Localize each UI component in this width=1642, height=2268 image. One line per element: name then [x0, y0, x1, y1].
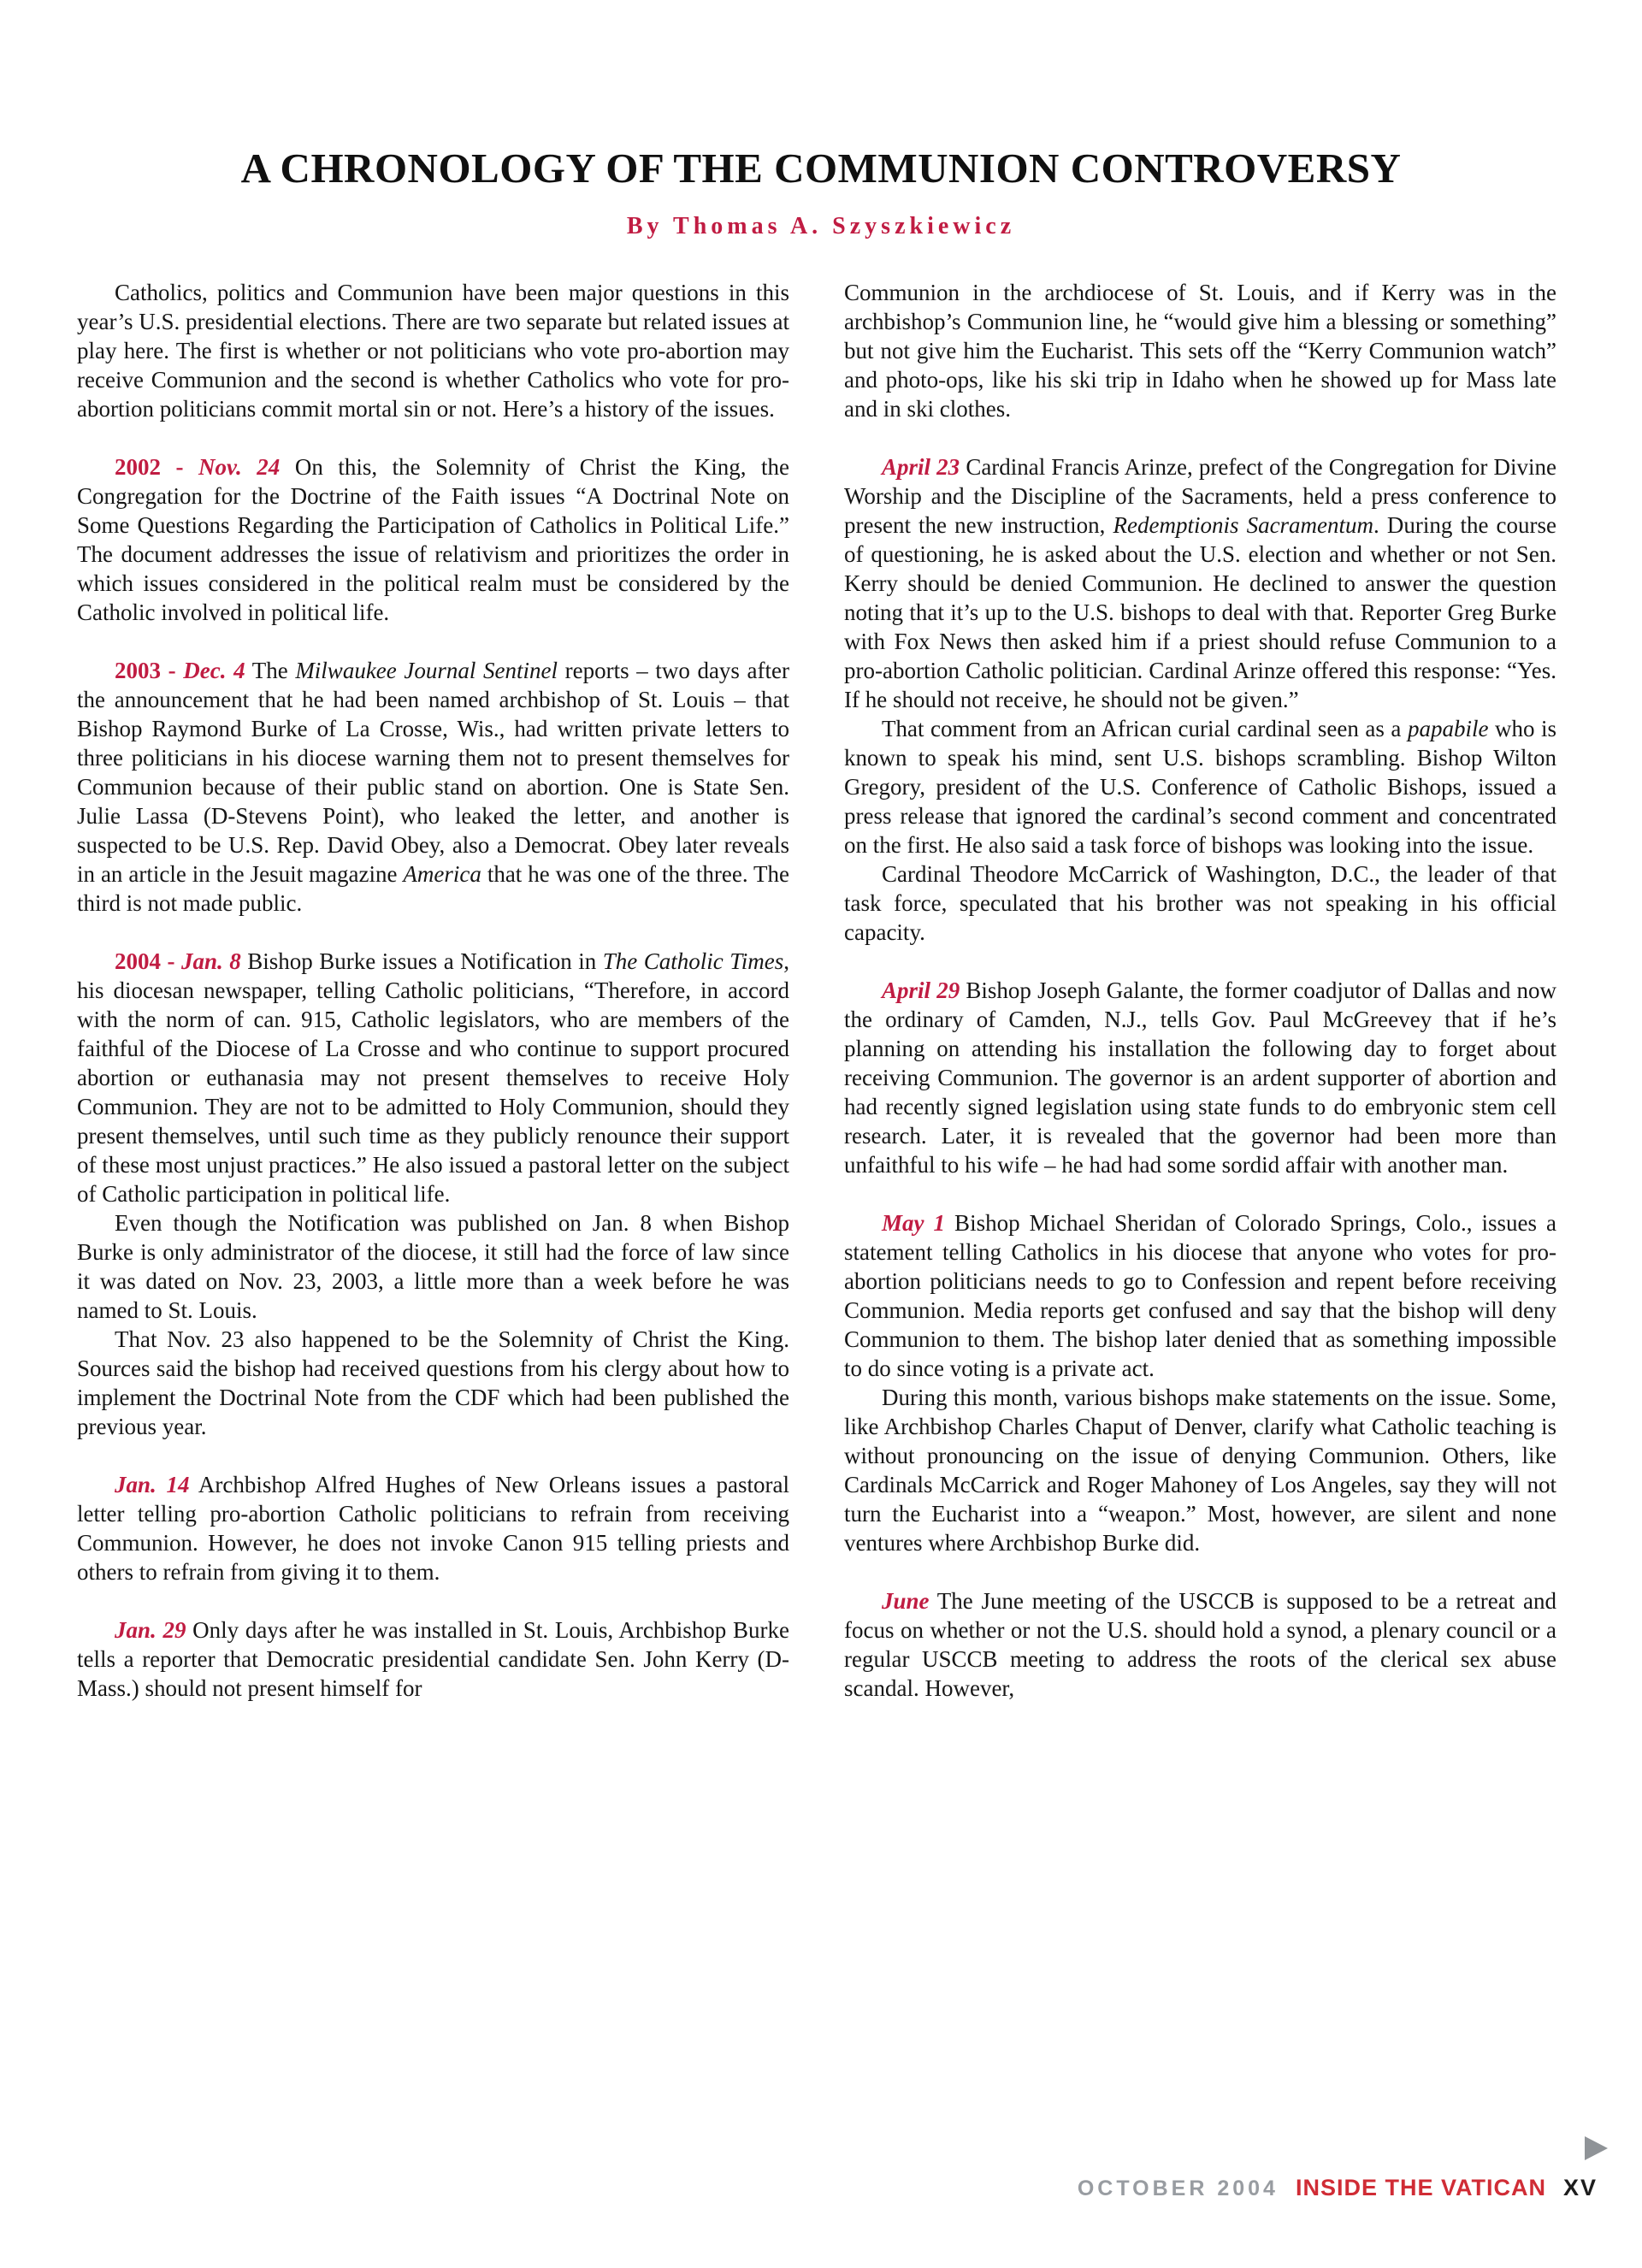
article-body: [77, 278, 1556, 1703]
article-title: A CHRONOLOGY OF THE COMMUNION CONTROVERSY: [240, 145, 1402, 192]
text-run: The: [245, 658, 296, 683]
date-marker: Jan. 14: [115, 1472, 190, 1497]
paragraph: [844, 278, 1556, 423]
date-marker: 2002 -: [115, 454, 199, 480]
paragraph: [77, 1208, 789, 1325]
paragraph: [77, 656, 789, 918]
text-run: Communion in the archdiocese of St. Louis, and if Kerry was in the archbishop’s Communion line, he “would give him a blessing or something” but not give him the Eucharist. This sets off the “Kerry Communion watch” and photo-ops, like his ski trip in Idaho when he showed up for Mass late and in ski clothes.: [844, 280, 1556, 422]
paragraph: [77, 1470, 789, 1586]
italic-text: Redemptionis Sacramentum: [1113, 512, 1374, 538]
right-column: [844, 278, 1556, 1703]
paragraph: [844, 859, 1556, 947]
text-run: That comment from an African curial cardinal seen as a: [882, 716, 1408, 741]
paragraph: [844, 1586, 1556, 1703]
footer-issue-date: OCTOBER 2004: [1077, 2176, 1279, 2200]
text-run: Cardinal Francis Arinze, prefect of the Congregation for Divine Worship and the Discipline of the Sacraments, held a press conference to present the new instruction,: [844, 454, 1556, 538]
page-footer: [1078, 2175, 1598, 2201]
text-run: Cardinal Theodore McCarrick of Washington, D.C., the leader of that task force, speculated that his brother was not speaking in his official capacity.: [844, 861, 1556, 945]
paragraph: [77, 947, 789, 1208]
date-marker: April 29: [882, 977, 960, 1003]
date-marker: 2003 -: [115, 658, 184, 683]
text-run: Bishop Michael Sheridan of Colorado Springs, Colo., issues a statement telling Catholics in his diocese that anyone who votes for pro-abortion politicians needs to go to Confession and repent before receiving Communion. Media reports get confused and say that the bishop will deny Communion to them. The bishop later denied that as something impossible to do since voting is a private act.: [844, 1210, 1556, 1381]
paragraph: [844, 452, 1556, 714]
paragraph: [77, 1615, 789, 1703]
date-marker: May 1: [882, 1210, 946, 1236]
footer-page-number: XV: [1562, 2175, 1598, 2200]
continued-next-page-arrow-icon: [1585, 2136, 1608, 2160]
date-marker: April 23: [882, 454, 960, 480]
date-marker: Dec. 4: [183, 658, 245, 683]
text-run: The June meeting of the USCCB is supposed to be a retreat and focus on whether or not the U.S. should hold a synod, a plenary council or a regular USCCB meeting to address the roots of the clerical sex abuse scandal. However,: [844, 1588, 1556, 1701]
article-byline: By Thomas A. Szyszkiewicz: [626, 213, 1016, 239]
date-marker: 2004 -: [115, 948, 181, 974]
text-run: Archbishop Alfred Hughes of New Orleans issues a pastoral letter telling pro-abortion Catholic politicians to refrain from receiving Communion. However, he does not invoke Canon 915 telling priests and others to refrain from giving it to them.: [77, 1472, 789, 1585]
paragraph: [844, 714, 1556, 859]
text-run: Catholics, politics and Communion have been major questions in this year’s U.S. presidential elections. There are two separate but related issues at play here. The first is whether or not politicians who vote pro-abortion may receive Communion and the second is whether Catholics who vote for pro-abortion politicians commit mortal sin or not. Here’s a history of the issues.: [77, 280, 789, 422]
text-run: . During the course of questioning, he is asked about the U.S. election and whether or not Sen. Kerry should be denied Communion. He declined to answer the question noting that it’s up to the U.S. bishops to deal with that. Reporter Greg Burke with Fox News then asked him if a priest should refuse Communion to a pro-abortion Catholic politician. Cardinal Arinze offered this response: “Yes. If he should not receive, he should not be given.”: [844, 512, 1556, 712]
text-run: On this, the Solemnity of Christ the King, the Congregation for the Doctrine of the Faith issues “A Doctrinal Note on Some Questions Regarding the Participation of Catholics in Political Life.” The document addresses the issue of relativism and prioritizes the order in which issues considered in the political realm must be considered by the Catholic involved in political life.: [77, 454, 789, 625]
footer-magazine-title: INSIDE THE VATICAN: [1295, 2175, 1546, 2200]
date-marker: Jan. 29: [115, 1617, 186, 1643]
text-run: Bishop Burke issues a Notification in: [240, 948, 603, 974]
text-run: who is known to speak his mind, sent U.S. bishops scrambling. Bishop Wilton Gregory, president of the U.S. Conference of Catholic Bishops, issued a press release that ignored the cardinal’s second comment and concentrated on the first. He also said a task force of bishops was looking into the issue.: [844, 716, 1556, 858]
paragraph: [77, 278, 789, 423]
magazine-page: [0, 144, 1642, 2200]
italic-text: papabile: [1407, 716, 1489, 741]
text-run: that he was one of the three. The third is not made public.: [77, 861, 790, 916]
text-run: reports – two days after the announcement that he had been named archbishop of St. Louis – that Bishop Raymond Burke of La Crosse, Wis., had written private letters to three politicians in his diocese warning them not to present themselves for Communion because of their public stand on abortion. One is State Sen. Julie Lassa (D-Stevens Point), who leaked the letter, and another is suspected to be U.S. Rep. David Obey, also a Democrat. Obey later reveals in an article in the Jesuit magazine: [77, 658, 790, 887]
paragraph: [844, 976, 1556, 1179]
text-run: That Nov. 23 also happened to be the Solemnity of Christ the King. Sources said the bishop had received questions from his clergy about how to implement the Doctrinal Note from the CDF which had been published the previous year.: [77, 1326, 789, 1439]
text-run: Only days after he was installed in St. Louis, Archbishop Burke tells a reporter that Democratic presidential candidate Sen. John Kerry (D-Mass.) should not present himself for: [77, 1617, 789, 1701]
text-run: Bishop Joseph Galante, the former coadjutor of Dallas and now the ordinary of Camden, N.J., tells Gov. Paul McGreevey that if he’s planning on attending his installation the following day to forget about receiving Communion. The governor is an ardent supporter of abortion and had recently signed legislation using state funds to do embryonic stem cell research. Later, it is revealed that the governor had been more than unfaithful to his wife – he had had some sordid affair with another man.: [844, 977, 1556, 1178]
text-run: , his diocesan newspaper, telling Catholic politicians, “Therefore, in accord with the norm of can. 915, Catholic legislators, who are members of the faithful of the Diocese of La Crosse and who continue to support procured abortion or euthanasia may not present themselves to receive Holy Communion. They are not to be admitted to Holy Communion, should they present themselves, until such time as they publicly renounce their support of these most unjust practices.” He also issued a pastoral letter on the subject of Catholic participation in political life.: [77, 948, 789, 1207]
paragraph: [77, 452, 789, 627]
date-marker: June: [882, 1588, 930, 1614]
text-run: During this month, various bishops make statements on the issue. Some, like Archbishop Charles Chaput of Denver, clarify what Catholic teaching is without pronouncing on the issue of denying Communion. Others, like Cardinals McCarrick and Roger Mahoney of Los Angeles, say they will not turn the Eucharist into a “weapon.” Most, however, are silent and none ventures where Archbishop Burke did.: [844, 1385, 1556, 1556]
left-column: [77, 278, 789, 1703]
paragraph: [844, 1208, 1556, 1383]
date-marker: Nov. 24: [198, 454, 281, 480]
italic-text: America: [403, 861, 481, 887]
text-run: Even though the Notification was published on Jan. 8 when Bishop Burke is only administrator of the diocese, it still had the force of law since it was dated on Nov. 23, 2003, a little more than a week before he was named to St. Louis.: [77, 1210, 789, 1323]
paragraph: [77, 1325, 789, 1441]
date-marker: Jan. 8: [181, 948, 241, 974]
italic-text: The Catholic Times: [602, 948, 784, 974]
italic-text: Milwaukee Journal Sentinel: [295, 658, 558, 683]
paragraph: [844, 1383, 1556, 1557]
